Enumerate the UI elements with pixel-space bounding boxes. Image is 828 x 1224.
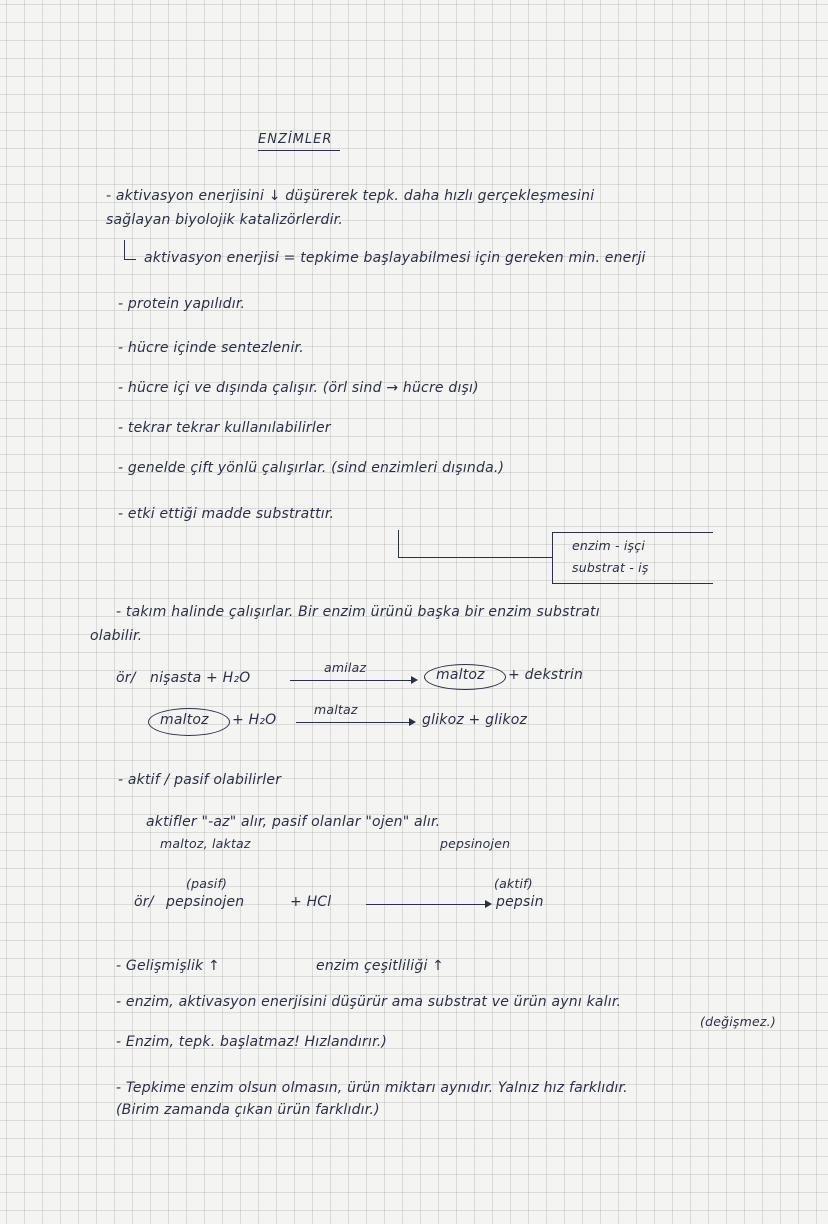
property-bidirectional: - genelde çift yönlü çalışırlar. (sind enzimleri dışında.)	[118, 460, 505, 476]
team-line-2: olabilir.	[90, 628, 143, 644]
definition-bracket-horizontal	[124, 259, 136, 260]
pepsin-reaction-arrow	[366, 904, 490, 905]
property-synthesis: - hücre içinde sentezlenir.	[118, 340, 304, 356]
reaction1-rest: + dekstrin	[508, 667, 584, 683]
team-line-1: - takım halinde çalışırlar. Bir enzim ürünü başka bir enzim substratı	[116, 604, 600, 620]
reaction1-left: nişasta + H₂O	[150, 670, 251, 686]
pepsin-reaction-prefix: ör/	[134, 894, 154, 910]
pepsinogen-note: (pasif)	[186, 876, 228, 891]
analogy-pointer-vertical	[398, 530, 399, 558]
reaction1-enzyme: amilaz	[324, 660, 367, 675]
reaction2-arrow	[296, 722, 414, 723]
reaction1-prefix: ör/	[116, 670, 136, 686]
energy-line-note: (değişmez.)	[700, 1014, 776, 1029]
product-amount-note: (Birim zamanda çıkan ürün farklıdır.)	[116, 1102, 380, 1118]
reaction2-left-rest: + H₂O	[232, 712, 277, 728]
reaction1-product-maltose: maltoz	[436, 667, 485, 683]
pepsin-reaction-right: pepsin	[496, 894, 544, 910]
pepsin-reaction-reagent: + HCl	[290, 894, 332, 910]
reaction1-arrow	[290, 680, 416, 681]
analogy-enzyme-worker: enzim - işçi	[572, 538, 646, 553]
property-protein: - protein yapılıdır.	[118, 296, 246, 312]
active-examples: maltoz, laktaz	[160, 836, 251, 851]
property-substrate: - etki ettiği madde substrattır.	[118, 506, 335, 522]
title-underline	[258, 150, 340, 151]
analogy-pointer-horizontal	[398, 557, 552, 558]
pepsin-note: (aktif)	[494, 876, 533, 891]
passive-examples: pepsinojen	[440, 836, 511, 851]
intro-line-2: sağlayan biyolojik katalizörlerdir.	[106, 212, 343, 228]
product-amount-line: - Tepkime enzim olsun olmasın, ürün miktarı aynıdır. Yalnız hız farklıdır.	[116, 1080, 628, 1096]
active-passive-heading: - aktif / pasif olabilirler	[118, 772, 282, 788]
reaction2-products: glikoz + glikoz	[422, 712, 528, 728]
reaction2-enzyme: maltaz	[314, 702, 358, 717]
pepsin-reaction-left: pepsinojen	[166, 894, 245, 910]
property-location: - hücre içi ve dışında çalışır. (örl sind → hücre dışı)	[118, 380, 479, 396]
reaction2-left-maltose: maltoz	[160, 712, 209, 728]
page-title: ENZİMLER	[258, 132, 333, 147]
start-line: - Enzim, tepk. başlatmaz! Hızlandırır.)	[116, 1034, 388, 1050]
intro-line-1: - aktivasyon enerjisini ↓ düşürerek tepk. daha hızlı gerçekleşmesini	[106, 188, 595, 204]
energy-line: - enzim, aktivasyon enerjisini düşürür ama substrat ve ürün aynı kalır.	[116, 994, 622, 1010]
definition-bracket-vertical	[124, 240, 125, 260]
active-passive-rule: aktifler "-az" alır, pasif olanlar "ojen" alır.	[146, 814, 441, 830]
analogy-substrate-work: substrat - iş	[572, 560, 649, 575]
definition-line: aktivasyon enerjisi = tepkime başlayabilmesi için gereken min. enerji	[144, 250, 646, 266]
evolution-right: enzim çeşitliliği ↑	[316, 958, 445, 974]
property-reusable: - tekrar tekrar kullanılabilirler	[118, 420, 331, 436]
evolution-left: - Gelişmişlik ↑	[116, 958, 220, 974]
